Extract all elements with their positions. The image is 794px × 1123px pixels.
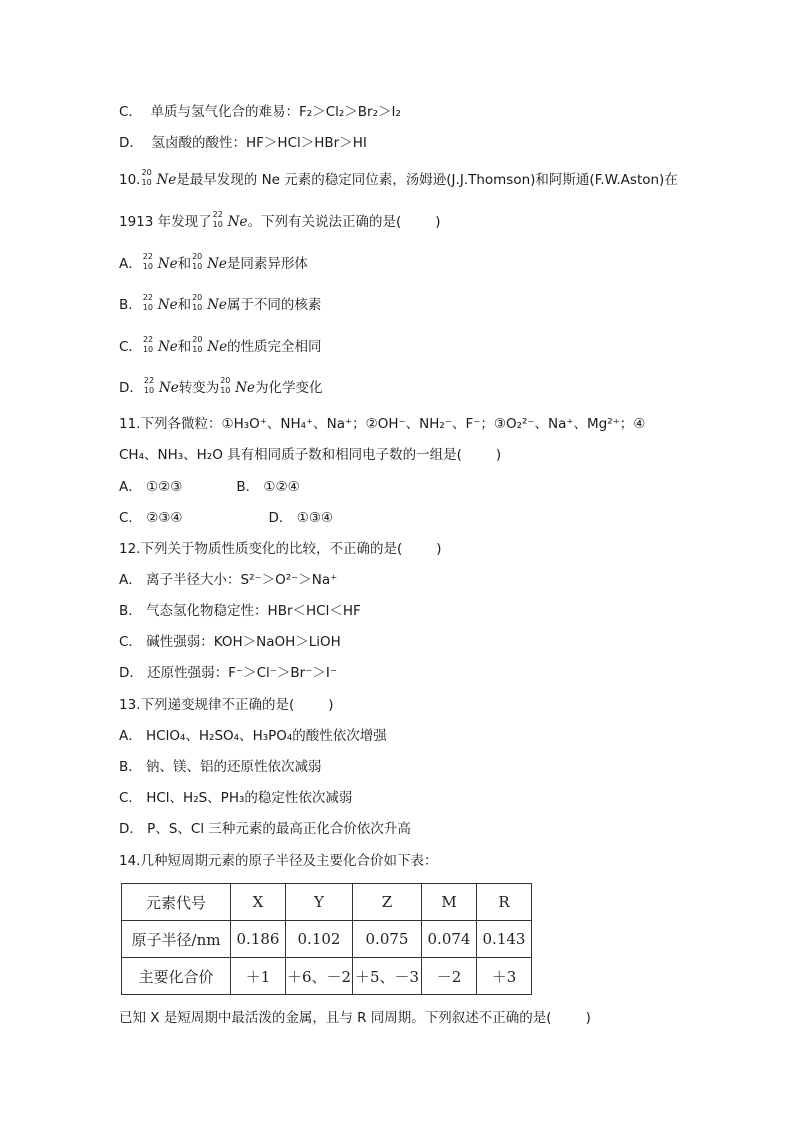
q10-option-c: C． 22 10 Ne和 20 10 Ne的性质完全相同: [119, 335, 322, 355]
q10-option-b: B． 22 10 Ne和 20 10 Ne属于不同的核素: [119, 293, 322, 313]
q13-option-c: C． HCl、H₂S、PH₃的稳定性依次减弱: [119, 790, 353, 806]
q11-stem-line1: 11.下列各微粒：①H₃O⁺、NH₄⁺、Na⁺；②OH⁻、NH₂⁻、F⁻；③O₂²⁻、Na⁺、Mg²⁺；④: [119, 416, 646, 432]
table-cell: Y: [286, 884, 353, 921]
table-cell: 主要化合价: [122, 958, 231, 995]
q10-option-a: A． 22 10 Ne和 20 10 Ne是同素异形体: [119, 252, 308, 272]
isotope-ne22: 22 10: [142, 335, 154, 354]
table-cell: 元素代号: [122, 884, 231, 921]
table-cell: ＋3: [477, 958, 532, 995]
q11-stem-line2: CH₄、NH₃、H₂O 具有相同质子数和相同电子数的一组是( ): [119, 447, 502, 463]
q13-option-d: D． P、S、Cl 三种元素的最高正化合价依次升高: [119, 821, 411, 837]
table-cell: Z: [353, 884, 422, 921]
table-row-valence: [122, 958, 532, 995]
isotope-ne22: 22 10: [142, 252, 153, 271]
q10-option-d: D． 22 10 Ne转变为 20 10 Ne为化学变化: [119, 376, 323, 396]
q14-stem: 14.几种短周期元素的原子半径及主要化合价如下表：: [119, 853, 438, 869]
table-cell: 0.102: [286, 921, 353, 958]
table-row-header: [122, 884, 532, 921]
table-cell: R: [477, 884, 532, 921]
q11-options-ab: [119, 478, 300, 496]
table-cell: M: [422, 884, 477, 921]
q12-option-c: C． 碱性强弱：KOH＞NaOH＞LiOH: [119, 634, 341, 650]
q11-option-b: B． ①②④: [236, 479, 300, 495]
q13-option-b: B． 钠、镁、铝的还原性依次减弱: [119, 759, 322, 775]
q12-option-d: D． 还原性强弱：F⁻＞Cl⁻＞Br⁻＞I⁻: [119, 665, 337, 681]
isotope-ne20: 20 10: [141, 168, 152, 187]
isotope-ne20: 20 10: [220, 376, 231, 395]
q9-option-d: D． 氢卤酸的酸性：HF＞HCl＞HBr＞HI: [119, 135, 367, 151]
q11-options-cd: [119, 509, 333, 527]
table-row-radius: [122, 921, 532, 958]
q10-stem-line2: 1913 年发现了 22 10 Ne。下列有关说法正确的是( ): [119, 210, 441, 230]
table-cell: ＋1: [231, 958, 286, 995]
isotope-ne20: 20 10: [192, 252, 203, 271]
q10-stem-line1: 10. 20 10 Ne是最早发现的 Ne 元素的稳定同位素，汤姆逊(J.J.Thomson)和阿斯通(F.W.Aston)在: [119, 168, 678, 188]
table-cell: 0.074: [422, 921, 477, 958]
q13-stem: 13.下列递变规律不正确的是( ): [119, 697, 334, 713]
table-cell: 0.186: [231, 921, 286, 958]
isotope-ne22: 22 10: [142, 293, 153, 312]
isotope-ne20: 20 10: [192, 335, 203, 354]
table-cell: ＋5、－3: [353, 958, 422, 995]
q13-option-a: A． HClO₄、H₂SO₄、H₃PO₄的酸性依次增强: [119, 728, 387, 744]
table-cell: ＋6、－2: [286, 958, 353, 995]
isotope-ne22: 22 10: [212, 210, 223, 229]
table-cell: 原子半径/nm: [122, 921, 231, 958]
element-table: [121, 883, 532, 995]
isotope-ne22: 22 10: [143, 376, 155, 395]
table-cell: X: [231, 884, 286, 921]
q14-after-table: 已知 X 是短周期中最活泼的金属，且与 R 同周期。下列叙述不正确的是( ): [119, 1010, 591, 1026]
q9-option-c: C． 单质与氢气化合的难易：F₂＞Cl₂＞Br₂＞I₂: [119, 104, 401, 120]
q11-option-a: A． ①②③: [119, 479, 183, 495]
table-cell: 0.075: [353, 921, 422, 958]
q11-option-c: C． ②③④: [119, 510, 183, 526]
isotope-ne20: 20 10: [192, 293, 203, 312]
q12-option-a: A． 离子半径大小：S²⁻＞O²⁻＞Na⁺: [119, 572, 338, 588]
table-cell: 0.143: [477, 921, 532, 958]
table-cell: －2: [422, 958, 477, 995]
q12-stem: 12.下列关于物质性质变化的比较，不正确的是( ): [119, 541, 442, 557]
q11-option-d: D． ①③④: [268, 510, 334, 526]
q12-option-b: B． 气态氢化物稳定性：HBr＜HCl＜HF: [119, 603, 361, 619]
